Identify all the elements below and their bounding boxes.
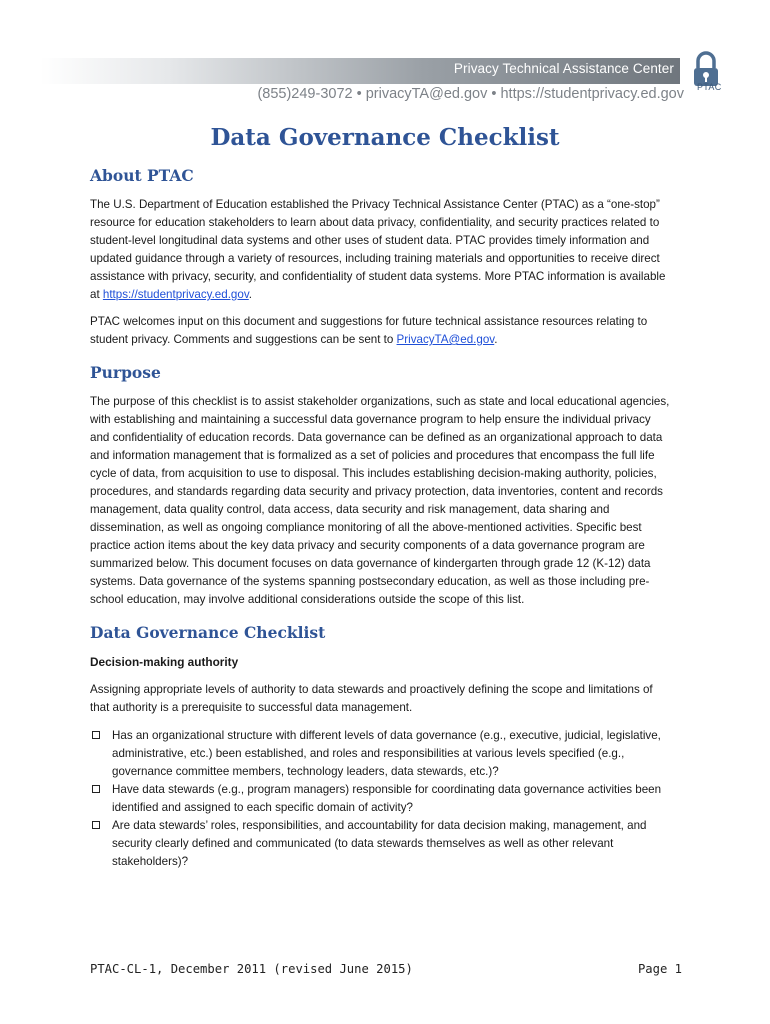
footer-document-id: PTAC-CL-1, December 2011 (revised June 2015) <box>90 962 413 976</box>
document-title: Data Governance Checklist <box>210 124 560 151</box>
purpose-paragraph: The purpose of this checklist is to assist stakeholder organizations, such as state and local educational agencies, with establishing and maintaining a successful data governance program to help ensure the individual privacy and confidentiality of education records. Data governance can be defined as an organizational approach to data and information management that is formalized as a set of policies and procedures that encompass the full life cycle of data, from acquisition to use to disposal. This includes establishing decision-making authority, policies, procedures, and standards regarding data security and privacy protection, data inventories, content and records management, data quality control, data access, data security and risk management, data sharing and dissemination, as well as ongoing compliance monitoring of all the above-mentioned activities. Specific best practice action items about the key data privacy and security components of a data governance program are summarized below. This document focuses on data governance of kindergarten through grade 12 (K-12) data systems. Data governance of the systems spanning postsecondary education, as well as those including pre-school education, may involve additional considerations outside the scope of this list. <box>90 395 670 606</box>
footer-page-number: Page 1 <box>637 962 682 976</box>
about-paragraph-2 <box>90 313 672 349</box>
purpose-heading: Purpose <box>90 363 161 382</box>
checklist-item <box>90 817 672 871</box>
checklist-item-text: Has an organizational structure with different levels of data governance (e.g., executive, judicial, legislative, administrative, etc.) been established, and roles and responsibilities at various levels specified (e.g., governance committee members, technology leaders, data stewards, etc.)? <box>112 729 661 778</box>
header-contact-info: (855)249-3072 • privacyTA@ed.gov • https://studentprivacy.ed.gov <box>257 86 684 102</box>
checklist-items <box>90 727 672 871</box>
about-paragraph-1-text: The U.S. Department of Education established the Privacy Technical Assistance Center (PTAC) as a “one-stop” resource for education stakeholders to learn about data privacy, confidentiality, and security practices related to student-level longitudinal data systems and other uses of student data. PTAC provides timely information and updated guidance through a variety of resources, including training materials and opportunities to receive direct assistance with privacy, security, and confidentiality of student data systems. More PTAC information is available at <box>90 198 666 301</box>
document-body <box>90 166 672 871</box>
studentprivacy-link[interactable]: https://studentprivacy.ed.gov <box>102 288 249 301</box>
checklist-item <box>90 727 672 781</box>
privacyta-email-link[interactable]: PrivacyTA@ed.gov <box>396 333 495 346</box>
checkbox-icon[interactable] <box>92 821 100 829</box>
ptac-logo-text: PTAC <box>697 82 722 92</box>
decision-making-subheading: Decision-making authority <box>90 655 239 669</box>
checkbox-icon[interactable] <box>92 731 100 739</box>
about-paragraph-1-end: . <box>248 288 252 301</box>
page-footer <box>90 962 682 976</box>
checkbox-icon[interactable] <box>92 785 100 793</box>
about-paragraph-1 <box>90 196 672 304</box>
checklist-heading: Data Governance Checklist <box>90 623 326 642</box>
about-paragraph-2-end: . <box>494 333 498 346</box>
checklist-item-text: Have data stewards (e.g., program managers) responsible for coordinating data governance activities been identified and assigned to each specific domain of activity? <box>112 783 662 814</box>
checklist-item-text: Are data stewards’ roles, responsibilities, and accountability for data decision making, management, and security clearly defined and communicated (to data stewards themselves as well as other relevant stakeholders)? <box>112 819 647 868</box>
decision-making-intro: Assigning appropriate levels of authority to data stewards and proactively defining the scope and limitations of that authority is a prerequisite to successful data management. <box>90 683 653 714</box>
about-heading: About PTAC <box>90 166 194 185</box>
checklist-item <box>90 781 672 817</box>
header-center-name: Privacy Technical Assistance Center <box>453 61 674 76</box>
about-paragraph-2-text: PTAC welcomes input on this document and suggestions for future technical assistance resources relating to student privacy. Comments and suggestions can be sent to <box>90 315 648 346</box>
